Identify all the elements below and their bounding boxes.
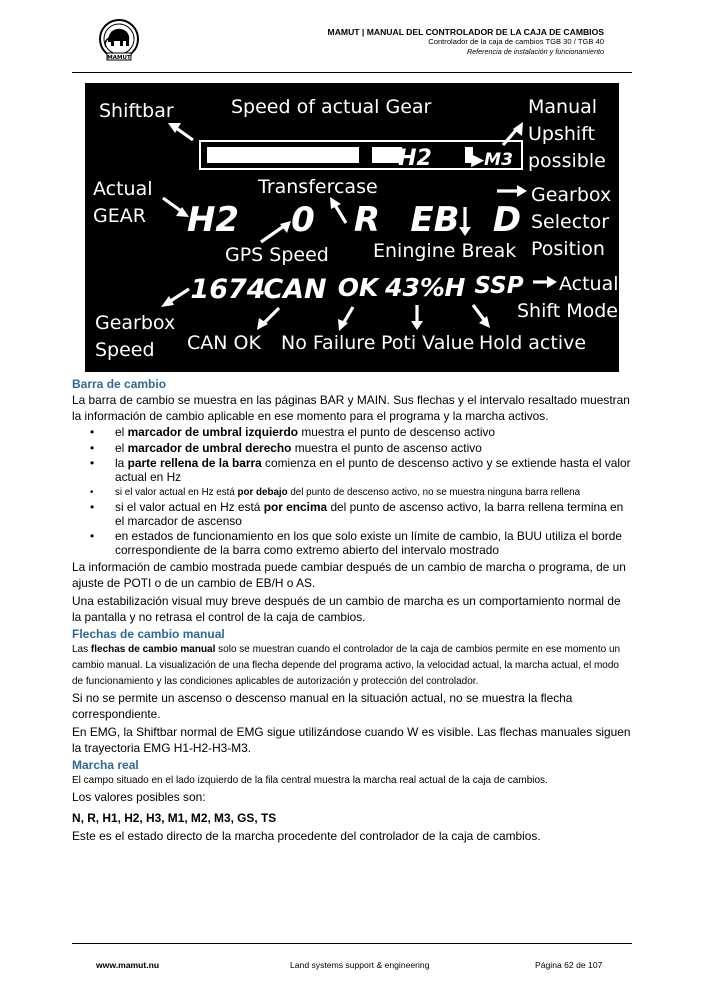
can-value: CAN [263,274,327,305]
label-poti-value: Poti Value [381,332,475,354]
list-item: • el marcador de umbral derecho muestra el punto de ascenso activo [90,440,482,455]
label-hold-active: Hold active [479,332,587,354]
actual-gear-values: N, R, H1, H2, H3, M1, M2, M3, GS, TS [72,811,277,825]
label-gearbox-selector-2: Selector [531,211,610,233]
label-can-ok: CAN OK [187,332,261,354]
hold-value: H [444,273,466,302]
list-item: • si el valor actual en Hz está por encima del punto de ascenso activo, la barra rellena termina en el marcador de ascenso [90,500,624,528]
heading-shift-bar: Barra de cambio [72,377,167,391]
page-header [72,18,632,72]
manual-arrows-paragraph-2: Si no se permite un ascenso o descenso manual en la situación actual, no se muestra la flecha correspondiente. [72,691,573,721]
arrow-actual-gear-icon [163,198,189,217]
display-diagram [85,83,619,372]
label-gearbox-selector-1: Gearbox [531,184,612,206]
label-actual-gear-1: Actual [93,178,153,200]
engine-break-value: EB [410,200,460,240]
label-gearbox-speed-2: Speed [95,339,155,361]
label-shift-mode-1: Actual [559,273,619,295]
arrow-engine-break-icon [459,207,471,236]
logo-text: MAMUT [107,54,131,61]
heading-manual-arrows: Flechas de cambio manual [72,627,225,641]
range-value: R [353,200,381,240]
manual-arrows-paragraph-3: En EMG, la Shiftbar normal de EMG sigue utilizándose cuando W es visible. Las flechas manuales siguen la trayectoria EMG H1-H2-H3-M3. [72,725,631,755]
label-gps-speed: GPS Speed [225,244,329,266]
label-shift-mode-2: Shift Mode [517,300,618,322]
label-no-failure: No Failure [281,332,376,354]
label-gearbox-selector-3: Position [531,238,605,260]
list-item: • la parte rellena de la barra comienza en el punto de descenso activo y se extiende hasta el valor actual en Hz [90,456,631,484]
mamut-logo-icon [94,18,144,62]
arrow-shift-mode-icon [533,276,557,288]
footer-page-number: Página 62 de 107 [535,960,603,970]
heading-actual-gear: Marcha real [72,758,139,772]
arrow-can-ok-icon [257,308,279,330]
selector-value: D [492,200,522,240]
manual-upshift-arrow: ▶M3 [471,150,513,170]
list-item: • si el valor actual en Hz está por debajo del punto de descenso activo, no se muestra ninguna barra rellena [90,487,581,498]
arrow-shiftbar-icon [168,123,193,140]
footer-rule [72,943,632,944]
arrow-transfercase-icon [330,197,346,223]
label-actual-gear-2: GEAR [93,205,146,227]
shift-bar-paragraph-2: La información de cambio mostrada puede cambiar después de un cambio de marcha o programa, de un ajuste de POTI o de un cambio de EB/H o AS. [72,560,626,590]
footer-center: Land systems support & engineering [290,960,430,970]
header-subtitle-italic: Referencia de instalación y funcionamiento [466,47,604,56]
header-title: MAMUT | MANUAL DEL CONTROLADOR DE LA CAJA DE CAMBIOS [327,27,604,37]
actual-gear-paragraph-1: El campo situado en el lado izquierdo de la fila central muestra la marcha real actual de la caja de cambios. [72,775,548,786]
label-transfercase: Transfercase [258,176,378,198]
label-manual-1: Manual [528,96,598,118]
ok-value: OK [337,273,379,302]
transfercase-value: 0 [291,200,315,240]
arrow-no-failure-icon [338,307,353,331]
shift-bar-paragraph-3: Una estabilización visual muy breve después de un cambio de marcha es un comportamiento normal de la pantalla y no retrasa el control de la caja de cambios. [72,594,621,624]
label-speed-gear: Speed of actual Gear [231,96,432,118]
label-manual-3: possible [528,150,606,172]
list-item: • en estados de funcionamiento en los que solo existe un límite de cambio, la BUU utiliza el borde correspondiente de la barra como extremo abierto del intervalo mostrado [90,529,622,557]
shift-mode-value: SSP [474,273,524,299]
header-subtitle: Controlador de la caja de cambios TGB 30 / TGB 40 [428,37,604,46]
arrow-poti-icon [411,305,423,330]
poti-value: 43% [385,273,445,302]
gearbox-speed-value: 1674 [190,274,266,305]
shiftbar-fill [207,147,359,163]
label-engine-break: Eningine Break [373,240,517,262]
bar-gear-value: H2 [398,146,432,171]
label-manual-2: Upshift [528,123,595,145]
label-shiftbar: Shiftbar [99,100,174,122]
arrow-gps-speed-icon [261,221,291,242]
display-figure [85,83,619,372]
actual-gear-paragraph-2: Los valores posibles son: [72,790,206,804]
page-content [72,377,632,846]
footer-website: www.mamut.nu [96,960,160,970]
arrow-hold-icon [473,305,490,328]
actual-gear-value: H2 [186,200,240,240]
shift-bar-list [72,426,632,557]
actual-gear-paragraph-3: Este es el estado directo de la marcha procedente del controlador de la caja de cambios. [72,829,541,843]
label-gearbox-speed-1: Gearbox [95,312,176,334]
arrow-gearbox-selector-icon [497,185,527,197]
arrow-gearbox-speed-icon [161,289,189,307]
shift-bar-intro: La barra de cambio se muestra en las páginas BAR y MAIN. Sus flechas y el intervalo resaltado muestran la información de cambio aplicable en ese momento para el programa y la marcha activos. [72,393,630,423]
header-rule [72,72,632,73]
manual-arrows-paragraph-1: Las flechas de cambio manual solo se muestran cuando el controlador de la caja de cambios permite en ese momento un cambio manual. La visualización de una flecha depende del programa activo, la velocidad actual, la marcha actual, el modo de funcionamiento y las condiciones aplicables de autorización y protección del controlador. [72,644,621,687]
list-item: • el marcador de umbral izquierdo muestra el punto de descenso activo [90,425,496,439]
